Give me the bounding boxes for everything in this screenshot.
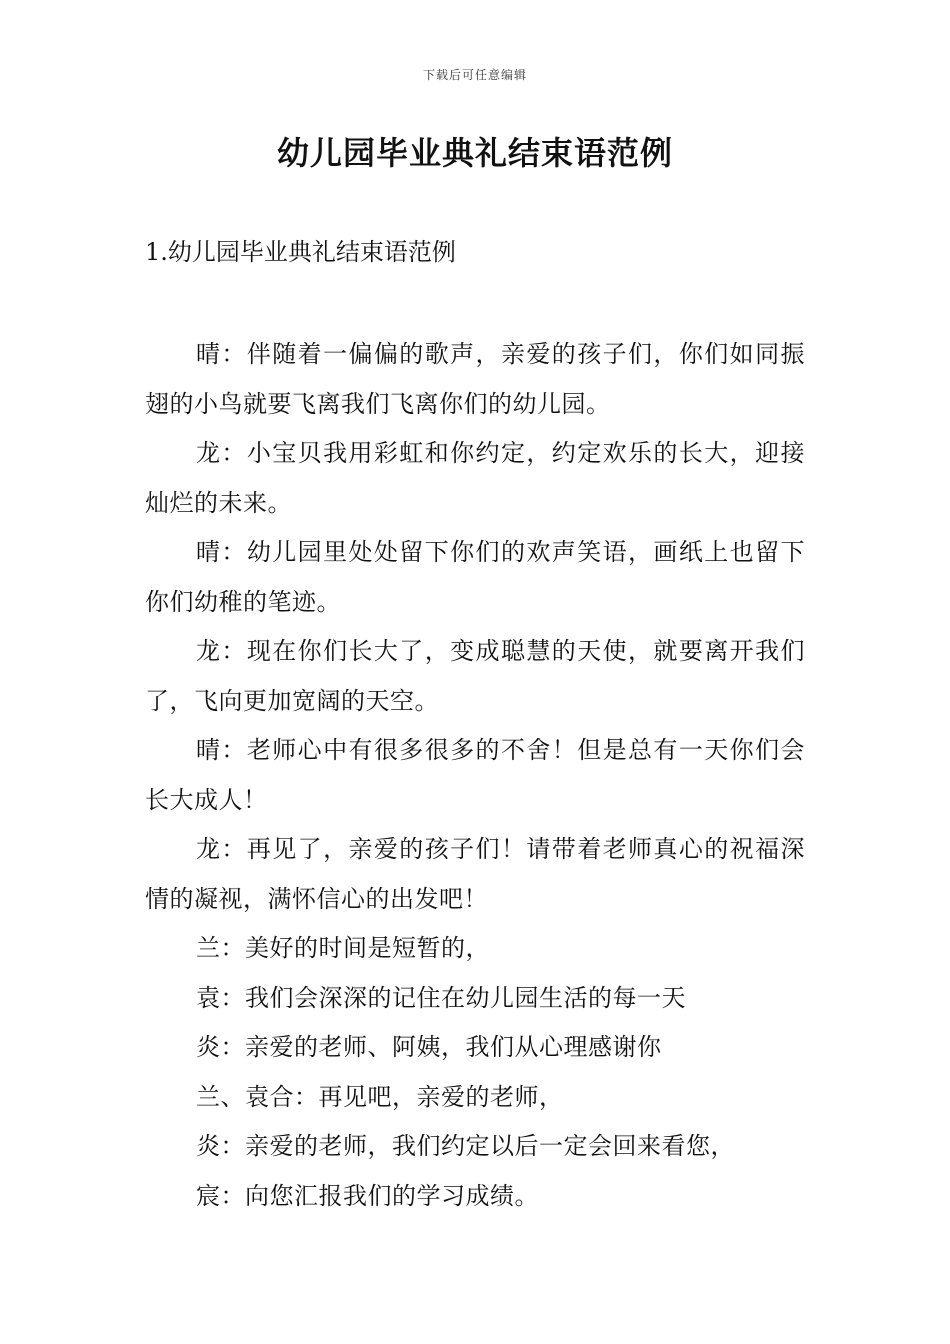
- paragraph: 炎：亲爱的老师、阿姨，我们从心理感谢你: [196, 1033, 662, 1061]
- paragraph: 龙：现在你们长大了，变成聪慧的天使，就要离开我们了，飞向更加宽阔的天空。: [145, 637, 805, 715]
- paragraph: 龙：小宝贝我用彩虹和你约定，约定欢乐的长大，迎接灿烂的未来。: [145, 439, 805, 517]
- paragraph: 兰：美好的时间是短暂的，: [196, 934, 490, 962]
- paragraph: 兰、袁合：再见吧，亲爱的老师，: [196, 1082, 564, 1111]
- page-title: 幼儿园毕业典礼结束语范例: [276, 134, 673, 172]
- section-heading: 1.幼儿园毕业典礼结束语范例: [145, 238, 456, 266]
- paragraph: 晴：老师心中有很多很多的不舍！但是总有一天你们会长大成人！: [145, 736, 805, 814]
- paragraph: 炎：亲爱的老师，我们约定以后一定会回来看您，: [196, 1132, 735, 1160]
- paragraph: 宸：向您汇报我们的学习成绩。: [196, 1181, 539, 1210]
- header-note: 下载后可任意编辑: [422, 68, 527, 82]
- paragraph: 袁：我们会深深的记住在幼儿园生活的每一天: [196, 983, 686, 1012]
- body-text: [145, 330, 805, 1221]
- paragraph: 晴：幼儿园里处处留下你们的欢声笑语，画纸上也留下你们幼稚的笔迹。: [145, 538, 805, 616]
- paragraph: 龙：再见了，亲爱的孩子们！请带着老师真心的祝福深情的凝视，满怀信心的出发吧！: [145, 835, 805, 913]
- paragraph: 晴：伴随着一偏偏的歌声，亲爱的孩子们，你们如同振翅的小鸟就要飞离我们飞离你们的幼儿园。: [145, 340, 805, 418]
